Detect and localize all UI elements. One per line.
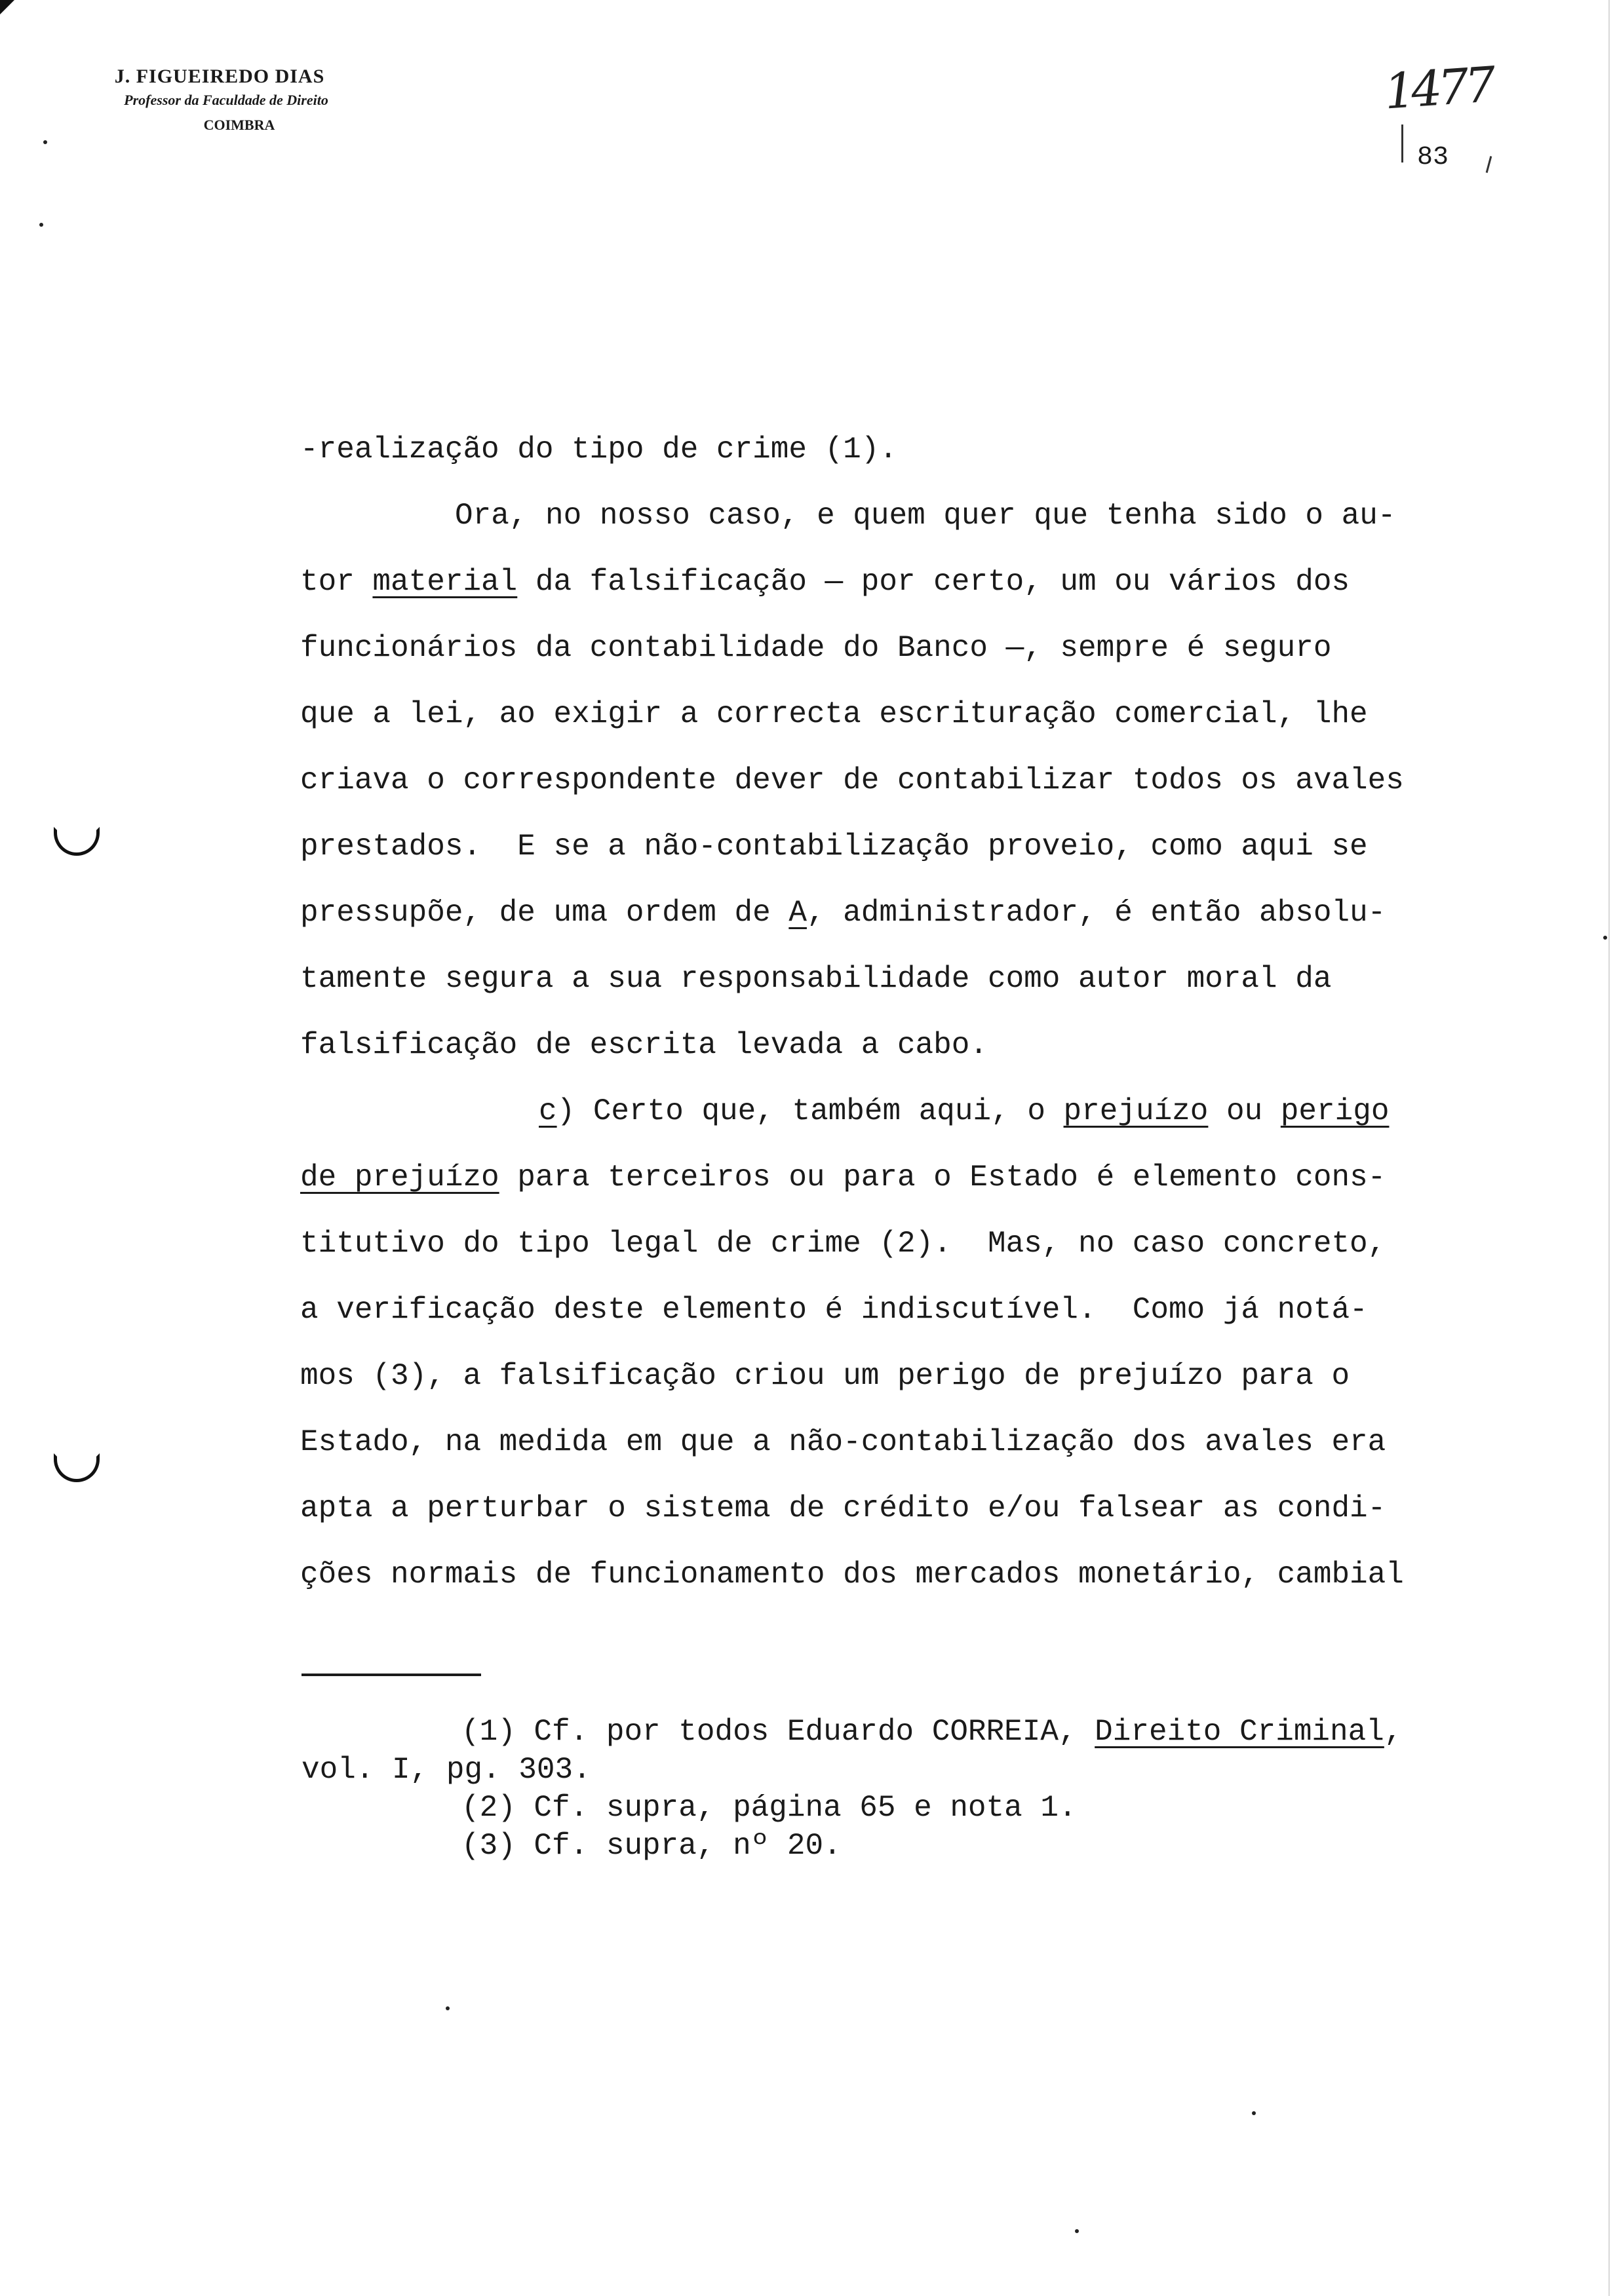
text-line: Ora, no nosso caso, e quem quer que tenha sido o au- [455,499,1396,533]
footnote-1: (1) Cf. por todos Eduardo CORREIA, Direito Criminal, [461,1715,1403,1749]
footnotes [302,1713,1508,1865]
scan-speck [39,223,43,227]
footnote-3: (3) Cf. supra, nº 20. [461,1829,842,1863]
hole-punch-mark [54,1453,100,1482]
letterhead [85,66,393,134]
scan-speck [1075,2229,1079,2233]
text-line: c) Certo que, também aqui, o prejuízo ou perigo [539,1094,1390,1128]
text-line: tamente segura a sua responsabilidade como autor moral da [300,962,1332,996]
scan-corner-mark [0,0,14,14]
text-line: de prejuízo para terceiros ou para o Estado é elemento cons- [300,1160,1386,1195]
underlined-term: A [788,896,807,930]
letterhead-name: J. FIGUEIREDO DIAS [114,66,325,87]
text-line: funcionários da contabilidade do Banco —, sempre é seguro [300,631,1332,665]
footnote-separator [302,1674,481,1676]
text-line: apta a perturbar o sistema de crédito e/ou falsear as condi- [300,1491,1386,1525]
page-number-tick [1486,156,1492,173]
text-line: titutivo do tipo legal de crime (2). Mas, no caso concreto, [300,1227,1386,1261]
text-line: falsificação de escrita levada a cabo. [300,1028,988,1062]
underlined-term: perigo [1280,1094,1390,1128]
underlined-term: de prejuízo [300,1160,499,1195]
page-number: 83 [1417,143,1449,172]
footnote-2: (2) Cf. supra, página 65 e nota 1. [461,1791,1077,1825]
letterhead-title: Professor da Faculdade de Direito [124,92,328,108]
text-line: ções normais de funcionamento dos mercados monetário, cambial [300,1558,1404,1592]
body-text [300,417,1506,1608]
scan-speck [446,2006,450,2010]
text-line: que a lei, ao exigir a correcta escrituração comercial, lhe [300,697,1368,731]
text-line: prestados. E se a não-contabilização proveio, como aqui se [300,830,1368,864]
text-line: Estado, na medida em que a não-contabilização dos avales era [300,1425,1386,1459]
text-line: criava o correspondente dever de contabilizar todos os avales [300,763,1404,797]
text-line: pressupõe, de uma ordem de A, administrador, é então absolu- [300,896,1386,930]
letterhead-city: COIMBRA [203,117,275,133]
scan-edge [1608,0,1610,2296]
scan-speck [43,140,47,144]
handwritten-folio-number: 1477 [1382,56,1494,121]
underlined-title: Direito Criminal [1095,1715,1384,1749]
footnote-1-continued: vol. I, pg. 303. [302,1753,591,1787]
text-line: tor material da falsificação — por certo, um ou vários dos [300,565,1350,599]
text-line: mos (3), a falsificação criou um perigo de prejuízo para o [300,1359,1350,1393]
underlined-term: material [372,565,518,599]
text-line: -realização do tipo de crime (1). [300,432,897,467]
hole-punch-mark [54,827,100,856]
scan-speck [1603,936,1607,940]
page-number-bar [1401,124,1403,163]
underlined-term: c [539,1094,557,1128]
underlined-term: prejuízo [1063,1094,1209,1128]
scan-speck [1252,2111,1256,2115]
text-line: a verificação deste elemento é indiscutível. Como já notá- [300,1293,1368,1327]
